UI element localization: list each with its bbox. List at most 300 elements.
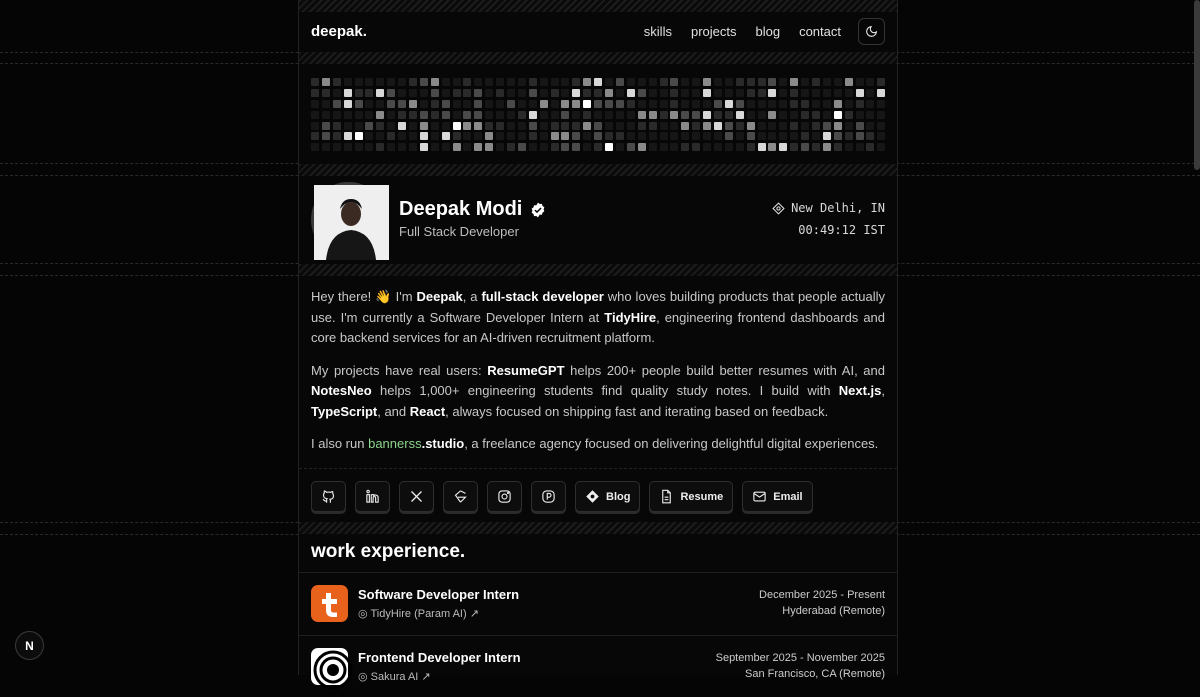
contribution-cell — [616, 78, 624, 86]
nav-link-projects[interactable]: projects — [690, 24, 737, 39]
contribution-cell — [660, 111, 668, 119]
bio-text-segment[interactable]: bannerss — [368, 436, 422, 451]
external-link-icon: ↗ — [421, 671, 431, 683]
contribution-cell — [365, 132, 373, 140]
bio — [311, 287, 885, 467]
contribution-cell — [638, 89, 646, 97]
contribution-cell — [779, 143, 787, 151]
experience-item[interactable] — [299, 572, 897, 634]
bio-text-segment: , and — [377, 403, 410, 419]
contribution-cell — [463, 78, 471, 86]
contribution-cell — [376, 122, 384, 130]
contribution-cell — [681, 122, 689, 130]
site-logo[interactable]: deepak. — [311, 23, 367, 40]
contribution-cell — [387, 122, 395, 130]
profile-role: Full Stack Developer — [399, 224, 519, 239]
page-scrollbar[interactable] — [1194, 0, 1200, 170]
contribution-cell — [518, 78, 526, 86]
profile-name — [399, 198, 546, 221]
contribution-cell — [420, 122, 428, 130]
contribution-cell — [790, 100, 798, 108]
contribution-cell — [736, 122, 744, 130]
profile-name-text: Deepak Modi — [399, 198, 523, 220]
mail-icon — [752, 489, 767, 504]
contribution-cell — [529, 78, 537, 86]
contribution-cell — [572, 89, 580, 97]
nav-link-contact[interactable]: contact — [799, 24, 841, 39]
contribution-cell — [714, 89, 722, 97]
contribution-cell — [681, 89, 689, 97]
contribution-cell — [692, 100, 700, 108]
contribution-cell — [333, 122, 341, 130]
contribution-cell — [409, 132, 417, 140]
contribution-cell — [420, 89, 428, 97]
linkedin-link[interactable] — [355, 481, 390, 512]
contribution-cell — [387, 111, 395, 119]
bio-text-segment: TidyHire — [604, 309, 657, 325]
contribution-cell — [420, 111, 428, 119]
contribution-cell — [790, 78, 798, 86]
divider-hatch — [299, 522, 897, 534]
contribution-cell — [561, 143, 569, 151]
dev-link[interactable] — [443, 481, 478, 512]
contribution-cell — [660, 78, 668, 86]
contribution-cell — [692, 122, 700, 130]
contribution-cell — [507, 132, 515, 140]
contribution-cell — [344, 78, 352, 86]
peerlist-link[interactable] — [531, 481, 566, 512]
contribution-cell — [725, 100, 733, 108]
contribution-cell — [725, 122, 733, 130]
experience-company[interactable]: ◎ TidyHire (Param AI) ↗ — [358, 608, 479, 620]
contribution-cell — [485, 122, 493, 130]
contribution-cell — [311, 143, 319, 151]
contribution-cell — [344, 132, 352, 140]
contribution-cell — [779, 132, 787, 140]
contribution-graph — [311, 78, 885, 151]
contribution-cell — [747, 122, 755, 130]
contribution-cell — [463, 100, 471, 108]
contribution-cell — [638, 122, 646, 130]
contribution-cell — [311, 78, 319, 86]
contribution-cell — [355, 143, 363, 151]
contribution-cell — [529, 132, 537, 140]
contribution-cell — [333, 111, 341, 119]
contribution-cell — [866, 89, 874, 97]
contribution-cell — [703, 89, 711, 97]
blog-button[interactable] — [575, 481, 640, 512]
contribution-cell — [507, 122, 515, 130]
contribution-cell — [714, 143, 722, 151]
contribution-cell — [540, 111, 548, 119]
contribution-cell — [834, 143, 842, 151]
contribution-cell — [768, 143, 776, 151]
contribution-cell — [812, 111, 820, 119]
bio-text-segment: .studio — [421, 436, 465, 451]
contribution-cell — [398, 78, 406, 86]
contribution-cell — [355, 132, 363, 140]
contribution-cell — [627, 122, 635, 130]
contribution-cell — [474, 111, 482, 119]
contribution-cell — [594, 132, 602, 140]
contribution-cell — [551, 122, 559, 130]
contribution-cell — [518, 89, 526, 97]
contribution-cell — [649, 89, 657, 97]
contribution-cell — [311, 111, 319, 119]
contribution-cell — [507, 100, 515, 108]
contribution-cell — [572, 111, 580, 119]
contribution-cell — [551, 111, 559, 119]
contribution-cell — [758, 122, 766, 130]
bio-paragraph-3 — [311, 434, 885, 455]
contribution-cell — [638, 100, 646, 108]
contribution-cell — [866, 122, 874, 130]
contribution-cell — [453, 122, 461, 130]
contribution-cell — [866, 100, 874, 108]
contribution-cell — [442, 111, 450, 119]
bio-text-segment: , always focused on shipping fast and iterating based on feedback. — [445, 403, 829, 419]
contribution-cell — [333, 89, 341, 97]
contribution-cell — [355, 100, 363, 108]
contribution-cell — [670, 132, 678, 140]
contribution-cell — [496, 122, 504, 130]
resume-button[interactable] — [649, 481, 733, 512]
email-button[interactable] — [742, 481, 812, 512]
contribution-cell — [474, 122, 482, 130]
contribution-cell — [485, 143, 493, 151]
divider-hatch — [299, 264, 897, 276]
contribution-cell — [834, 111, 842, 119]
contribution-cell — [877, 89, 885, 97]
contribution-cell — [801, 111, 809, 119]
contribution-cell — [311, 122, 319, 130]
contribution-cell — [670, 111, 678, 119]
contribution-cell — [692, 111, 700, 119]
contribution-cell — [311, 100, 319, 108]
contribution-cell — [747, 89, 755, 97]
contribution-cell — [518, 143, 526, 151]
contribution-cell — [355, 111, 363, 119]
contribution-cell — [877, 143, 885, 151]
contribution-cell — [834, 122, 842, 130]
contribution-cell — [660, 100, 668, 108]
contribution-cell — [561, 111, 569, 119]
contribution-cell — [616, 89, 624, 97]
contribution-cell — [485, 89, 493, 97]
contribution-cell — [322, 89, 330, 97]
linkedin-icon — [365, 489, 380, 504]
contribution-cell — [670, 143, 678, 151]
dev-icon — [453, 489, 468, 504]
bio-text-segment: I also run — [311, 436, 369, 451]
contribution-cell — [355, 78, 363, 86]
bio-text-segment: , a — [462, 289, 482, 304]
contribution-cell — [877, 132, 885, 140]
contribution-cell — [790, 143, 798, 151]
contribution-cell — [714, 122, 722, 130]
contribution-cell — [442, 78, 450, 86]
bio-text-segment: , engineering frontend dashboards and core backend services for an AI-driven recruitment platform. — [311, 309, 886, 345]
contribution-cell — [431, 100, 439, 108]
company-name: Sakura AI — [370, 671, 419, 683]
contribution-cell — [736, 100, 744, 108]
contribution-cell — [572, 78, 580, 86]
experience-location: San Francisco, CA (Remote) — [745, 668, 885, 680]
contribution-cell — [779, 122, 787, 130]
contribution-cell — [812, 132, 820, 140]
contribution-cell — [823, 143, 831, 151]
contribution-cell — [660, 132, 668, 140]
contribution-cell — [344, 100, 352, 108]
location-text: New Delhi, IN — [791, 201, 885, 215]
contribution-cell — [311, 132, 319, 140]
contribution-cell — [376, 100, 384, 108]
contribution-cell — [409, 89, 417, 97]
contribution-cell — [474, 89, 482, 97]
contribution-cell — [605, 89, 613, 97]
contribution-cell — [845, 132, 853, 140]
email-label: Email — [773, 490, 803, 503]
contribution-cell — [877, 78, 885, 86]
contribution-cell — [866, 78, 874, 86]
resume-label: Resume — [680, 490, 724, 503]
contribution-cell — [660, 143, 668, 151]
contribution-cell — [453, 132, 461, 140]
instagram-link[interactable] — [487, 481, 522, 512]
contribution-cell — [605, 100, 613, 108]
contribution-cell — [703, 78, 711, 86]
github-icon — [321, 489, 336, 504]
contribution-cell — [496, 100, 504, 108]
contribution-cell — [725, 132, 733, 140]
contribution-cell — [877, 111, 885, 119]
contribution-cell — [594, 89, 602, 97]
contribution-cell — [529, 89, 537, 97]
contribution-cell — [365, 143, 373, 151]
divider-hatch — [299, 0, 897, 12]
contribution-cell — [518, 111, 526, 119]
contribution-cell — [551, 143, 559, 151]
contribution-cell — [823, 89, 831, 97]
theme-toggle-button[interactable] — [858, 18, 885, 45]
contribution-cell — [703, 111, 711, 119]
contribution-cell — [605, 111, 613, 119]
contribution-cell — [823, 111, 831, 119]
contribution-cell — [823, 122, 831, 130]
contribution-cell — [736, 132, 744, 140]
contribution-cell — [594, 78, 602, 86]
contribution-cell — [812, 78, 820, 86]
bio-text-segment: My projects have real users: — [311, 362, 488, 378]
contribution-cell — [583, 89, 591, 97]
contribution-cell — [420, 132, 428, 140]
nextjs-badge[interactable]: N — [15, 631, 44, 660]
contribution-cell — [747, 111, 755, 119]
contribution-cell — [507, 111, 515, 119]
contribution-cell — [376, 111, 384, 119]
contribution-cell — [856, 89, 864, 97]
bio-text-segment: Deepak — [416, 289, 463, 304]
contribution-cell — [768, 122, 776, 130]
contribution-cell — [649, 78, 657, 86]
blog-icon — [585, 489, 600, 504]
contribution-cell — [681, 143, 689, 151]
contribution-cell — [529, 111, 537, 119]
profile-header — [299, 176, 897, 264]
bio-text-segment: full-stack developer — [481, 289, 604, 304]
contribution-cell — [572, 122, 580, 130]
contribution-cell — [681, 132, 689, 140]
contribution-cell — [823, 100, 831, 108]
contribution-cell — [431, 78, 439, 86]
contribution-cell — [540, 89, 548, 97]
contribution-cell — [322, 143, 330, 151]
contribution-cell — [420, 78, 428, 86]
contribution-cell — [801, 132, 809, 140]
contribution-cell — [877, 122, 885, 130]
contribution-cell — [779, 89, 787, 97]
avatar — [311, 182, 386, 257]
contribution-cell — [474, 100, 482, 108]
contribution-cell — [725, 111, 733, 119]
contribution-cell — [801, 100, 809, 108]
experience-role: Software Developer Intern — [358, 587, 520, 602]
contribution-cell — [387, 78, 395, 86]
contribution-cell — [496, 143, 504, 151]
contribution-cell — [518, 100, 526, 108]
contribution-cell — [638, 132, 646, 140]
contribution-cell — [758, 100, 766, 108]
contribution-cell — [660, 122, 668, 130]
nav-link-skills[interactable]: skills — [643, 24, 672, 39]
verified-badge-icon — [530, 202, 546, 218]
contribution-cell — [420, 100, 428, 108]
contribution-cell — [747, 132, 755, 140]
bio-text-segment: TypeScript — [311, 403, 378, 419]
contribution-cell — [463, 143, 471, 151]
contribution-cell — [703, 100, 711, 108]
contribution-cell — [540, 78, 548, 86]
contribution-cell — [561, 132, 569, 140]
bio-text-segment: , — [881, 383, 885, 398]
contribution-cell — [692, 89, 700, 97]
contribution-cell — [812, 122, 820, 130]
contribution-cell — [834, 89, 842, 97]
contribution-cell — [540, 100, 548, 108]
contribution-cell — [747, 100, 755, 108]
bio-paragraph-1 — [311, 287, 885, 349]
contribution-cell — [605, 78, 613, 86]
nav-link-blog[interactable]: blog — [755, 24, 781, 39]
contribution-cell — [442, 143, 450, 151]
contribution-cell — [431, 143, 439, 151]
contribution-cell — [725, 89, 733, 97]
contribution-cell — [779, 78, 787, 86]
contribution-cell — [660, 89, 668, 97]
contribution-cell — [714, 111, 722, 119]
contribution-cell — [583, 111, 591, 119]
bio-text-segment: who loves building products that people actually use. I'm currently a Software Developer Intern at — [311, 289, 885, 325]
contribution-cell — [801, 122, 809, 130]
contribution-cell — [398, 143, 406, 151]
divider-hatch — [299, 52, 897, 64]
contribution-cell — [845, 100, 853, 108]
contribution-cell — [856, 100, 864, 108]
contribution-cell — [758, 143, 766, 151]
experience-item[interactable] — [299, 635, 897, 697]
contribution-cell — [463, 132, 471, 140]
contribution-cell — [496, 111, 504, 119]
contribution-cell — [768, 111, 776, 119]
contribution-cell — [344, 111, 352, 119]
main-column — [298, 0, 898, 683]
contribution-cell — [866, 111, 874, 119]
contribution-cell — [779, 111, 787, 119]
contribution-cell — [681, 111, 689, 119]
contribution-cell — [398, 132, 406, 140]
x-link[interactable] — [399, 481, 434, 512]
contribution-cell — [649, 111, 657, 119]
contribution-cell — [463, 122, 471, 130]
bio-paragraph-2 — [311, 361, 885, 423]
contribution-cell — [692, 132, 700, 140]
contribution-cell — [322, 122, 330, 130]
experience-dates: December 2025 - Present — [759, 589, 885, 601]
experience-company[interactable]: ◎ Sakura AI ↗ — [358, 671, 431, 683]
contribution-cell — [442, 89, 450, 97]
contribution-cell — [387, 89, 395, 97]
contribution-cell — [496, 132, 504, 140]
contribution-cell — [790, 111, 798, 119]
contribution-cell — [453, 111, 461, 119]
external-link-icon: ↗ — [469, 608, 479, 620]
contribution-cell — [856, 143, 864, 151]
contribution-cell — [333, 78, 341, 86]
contribution-cell — [529, 100, 537, 108]
contribution-cell — [768, 100, 776, 108]
contribution-cell — [561, 122, 569, 130]
contribution-cell — [801, 143, 809, 151]
contribution-cell — [551, 89, 559, 97]
contribution-cell — [649, 143, 657, 151]
contribution-cell — [703, 122, 711, 130]
social-links — [311, 481, 813, 512]
contribution-cell — [431, 111, 439, 119]
github-link[interactable] — [311, 481, 346, 512]
contribution-cell — [638, 78, 646, 86]
contribution-cell — [583, 122, 591, 130]
contribution-cell — [714, 78, 722, 86]
contribution-cell — [703, 132, 711, 140]
contribution-cell — [866, 143, 874, 151]
contribution-cell — [333, 100, 341, 108]
contribution-cell — [638, 143, 646, 151]
contribution-cell — [583, 100, 591, 108]
contribution-cell — [409, 78, 417, 86]
contribution-cell — [344, 143, 352, 151]
contribution-cell — [365, 100, 373, 108]
contribution-cell — [649, 132, 657, 140]
contribution-cell — [572, 100, 580, 108]
contribution-cell — [801, 89, 809, 97]
contribution-cell — [790, 132, 798, 140]
contribution-cell — [845, 122, 853, 130]
contribution-cell — [398, 100, 406, 108]
contribution-cell — [507, 89, 515, 97]
contribution-cell — [845, 78, 853, 86]
contribution-cell — [551, 132, 559, 140]
contribution-cell — [779, 100, 787, 108]
